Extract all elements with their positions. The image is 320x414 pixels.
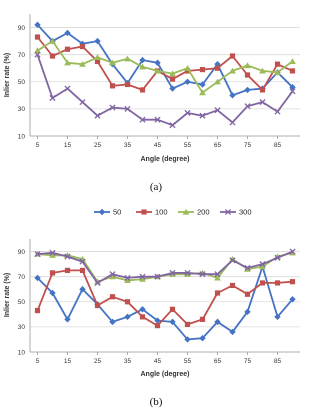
point-marker xyxy=(65,47,70,52)
point-marker xyxy=(140,314,145,319)
point-marker xyxy=(184,65,191,71)
point-marker xyxy=(35,34,40,39)
point-marker xyxy=(50,53,55,58)
point-marker xyxy=(230,283,235,288)
x-tick-label: 5 xyxy=(35,142,40,149)
point-marker xyxy=(110,83,115,88)
y-tick-label: 90 xyxy=(17,24,25,32)
legend-item-50 xyxy=(94,208,121,217)
point-marker xyxy=(170,76,175,81)
series-50 xyxy=(34,22,295,99)
point-marker xyxy=(110,294,115,299)
point-marker xyxy=(245,292,250,297)
point-marker xyxy=(215,290,220,295)
point-marker xyxy=(244,62,251,68)
point-marker xyxy=(95,303,100,308)
point-marker xyxy=(229,92,235,98)
x-axis-label: Angle (degree) xyxy=(140,371,190,378)
x-tick-label: 35 xyxy=(123,142,132,149)
point-marker xyxy=(215,66,220,71)
legend-label: 300 xyxy=(239,207,252,217)
point-marker xyxy=(230,120,235,125)
x-tick-label: 45 xyxy=(153,358,162,365)
point-marker xyxy=(275,109,280,114)
y-tick-label: 30 xyxy=(17,106,25,114)
x-tick-label: 5 xyxy=(35,358,40,365)
point-marker xyxy=(170,307,175,312)
point-marker xyxy=(260,87,265,92)
point-marker xyxy=(200,67,205,72)
point-marker xyxy=(50,270,55,275)
series-200 xyxy=(34,250,296,285)
x-tick-label: 15 xyxy=(63,142,72,149)
legend-label: 200 xyxy=(197,207,210,217)
x-tick-label: 75 xyxy=(243,358,252,365)
x-tick-label: 65 xyxy=(213,142,222,149)
point-marker xyxy=(80,100,85,105)
x-tick-label: 55 xyxy=(183,358,192,365)
point-marker xyxy=(155,323,160,328)
series-line xyxy=(38,270,293,325)
x-tick-label: 25 xyxy=(93,142,102,149)
point-marker xyxy=(65,86,70,91)
series-line xyxy=(38,25,293,96)
point-marker xyxy=(244,87,250,93)
legend-item-100 xyxy=(136,208,168,217)
y-tick-label: 10 xyxy=(17,133,25,141)
point-marker xyxy=(290,279,295,284)
x-tick-label: 65 xyxy=(213,358,222,365)
x-tick-label: 35 xyxy=(123,358,132,365)
point-marker xyxy=(275,62,280,67)
y-tick-label: 30 xyxy=(17,324,25,332)
series-200 xyxy=(34,38,296,95)
legend-item-300 xyxy=(220,208,252,217)
point-marker xyxy=(65,268,70,273)
figure-caption: (b) xyxy=(149,396,163,408)
x-tick-label: 25 xyxy=(93,358,102,365)
x-axis-label: Angle (degree) xyxy=(140,156,190,163)
point-marker xyxy=(275,280,280,285)
point-marker xyxy=(184,79,190,85)
series-line xyxy=(38,41,293,93)
point-marker xyxy=(230,53,235,58)
legend-item-200 xyxy=(178,208,210,217)
x-tick-label: 75 xyxy=(243,142,252,149)
y-axis-label: Inlier rate (%) xyxy=(4,52,11,98)
legend-label: 100 xyxy=(155,207,168,217)
point-marker xyxy=(140,87,145,92)
point-marker xyxy=(141,209,146,214)
x-tick-label: 45 xyxy=(153,142,162,149)
point-marker xyxy=(80,268,85,273)
legend-label: 50 xyxy=(113,207,122,217)
x-tick-label: 85 xyxy=(273,358,282,365)
x-tick-label: 55 xyxy=(183,142,192,149)
y-tick-label: 50 xyxy=(17,299,25,307)
point-marker xyxy=(245,72,250,77)
y-tick-label: 10 xyxy=(17,349,25,357)
point-marker xyxy=(35,308,40,313)
point-marker xyxy=(185,322,190,327)
y-tick-label: 70 xyxy=(17,273,25,281)
point-marker xyxy=(260,280,265,285)
series-line xyxy=(38,253,293,282)
point-marker xyxy=(125,82,130,87)
point-marker xyxy=(125,299,130,304)
point-marker xyxy=(289,58,296,64)
x-tick-label: 15 xyxy=(63,358,72,365)
y-tick-label: 90 xyxy=(17,248,25,256)
x-tick-label: 85 xyxy=(273,142,282,149)
figure-caption: (a) xyxy=(149,181,163,193)
y-axis-label: Inlier rate (%) xyxy=(4,272,11,318)
point-marker xyxy=(290,68,295,73)
point-marker xyxy=(99,209,105,215)
series-line xyxy=(38,267,293,340)
point-marker xyxy=(200,317,205,322)
y-tick-label: 70 xyxy=(17,51,25,59)
point-marker xyxy=(80,44,85,49)
point-marker xyxy=(124,314,130,320)
y-tick-label: 50 xyxy=(17,79,25,87)
